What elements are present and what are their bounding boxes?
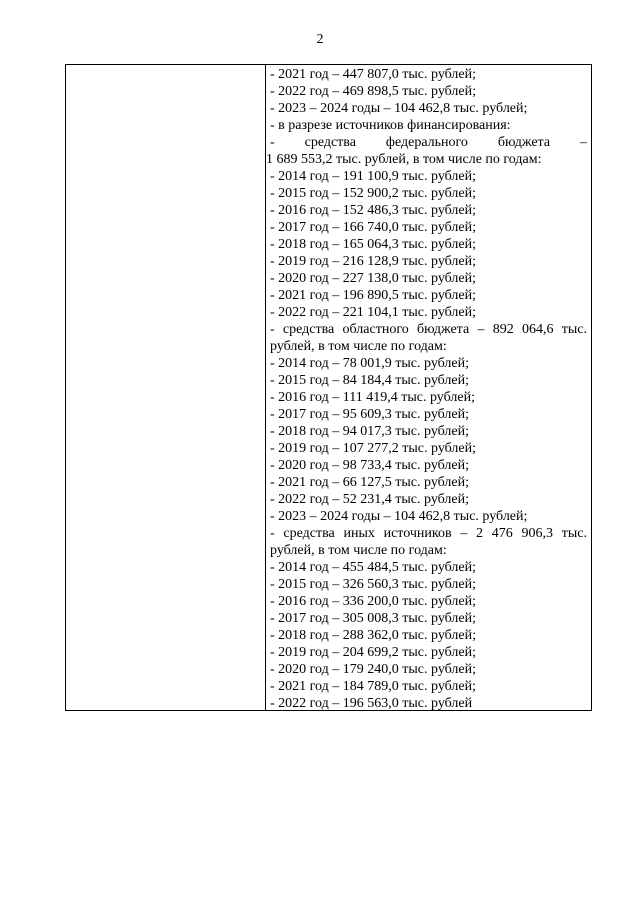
text-line: 1 689 553,2 тыс. рублей, в том числе по годам: bbox=[266, 152, 542, 167]
text-line: - 2022 год – 52 231,4 тыс. рублей; bbox=[270, 492, 470, 507]
text-line: - 2021 год – 196 890,5 тыс. рублей; bbox=[270, 288, 477, 303]
text-line: - 2021 год – 184 789,0 тыс. рублей; bbox=[270, 679, 477, 694]
text-line: - 2018 год – 288 362,0 тыс. рублей; bbox=[270, 628, 477, 643]
table-left-cell bbox=[66, 65, 266, 710]
text-line: - в разрезе источников финансирования: bbox=[270, 118, 511, 133]
text-line: - 2022 год – 196 563,0 тыс. рублей bbox=[270, 696, 473, 711]
text-line: - 2015 год – 326 560,3 тыс. рублей; bbox=[270, 577, 477, 592]
funding-table bbox=[65, 64, 592, 711]
text-line: рублей, в том числе по годам: bbox=[270, 543, 447, 558]
text-line: - 2014 год – 78 001,9 тыс. рублей; bbox=[270, 356, 470, 371]
text-line: - 2020 год – 227 138,0 тыс. рублей; bbox=[270, 271, 477, 286]
text-line: рублей, в том числе по годам: bbox=[270, 339, 447, 354]
text-line: - 2022 год – 469 898,5 тыс. рублей; bbox=[270, 84, 477, 99]
text-line: - 2015 год – 152 900,2 тыс. рублей; bbox=[270, 186, 477, 201]
text-line: - 2016 год – 111 419,4 тыс. рублей; bbox=[270, 390, 475, 405]
text-line: - 2018 год – 94 017,3 тыс. рублей; bbox=[270, 424, 470, 439]
text-line: - 2015 год – 84 184,4 тыс. рублей; bbox=[270, 373, 470, 388]
text-line: - средства иных источников – 2 476 906,3 тыс. bbox=[270, 526, 587, 541]
text-line: - 2020 год – 179 240,0 тыс. рублей; bbox=[270, 662, 477, 677]
text-line: - средства федерального бюджета – bbox=[270, 135, 587, 150]
text-line: - 2023 – 2024 годы – 104 462,8 тыс. рублей; bbox=[270, 101, 528, 116]
text-line: - 2023 – 2024 годы – 104 462,8 тыс. рублей; bbox=[270, 509, 528, 524]
text-line: - 2014 год – 455 484,5 тыс. рублей; bbox=[270, 560, 477, 575]
text-line: - 2014 год – 191 100,9 тыс. рублей; bbox=[270, 169, 477, 184]
text-line: - 2017 год – 305 008,3 тыс. рублей; bbox=[270, 611, 477, 626]
text-line: - средства областного бюджета – 892 064,6 тыс. bbox=[270, 322, 587, 337]
text-line: - 2016 год – 152 486,3 тыс. рублей; bbox=[270, 203, 477, 218]
text-line: - 2019 год – 107 277,2 тыс. рублей; bbox=[270, 441, 477, 456]
text-line: - 2021 год – 447 807,0 тыс. рублей; bbox=[270, 67, 477, 82]
text-line: - 2022 год – 221 104,1 тыс. рублей; bbox=[270, 305, 477, 320]
text-line: - 2019 год – 204 699,2 тыс. рублей; bbox=[270, 645, 477, 660]
text-line: - 2021 год – 66 127,5 тыс. рублей; bbox=[270, 475, 470, 490]
text-line: - 2020 год – 98 733,4 тыс. рублей; bbox=[270, 458, 470, 473]
text-line: - 2019 год – 216 128,9 тыс. рублей; bbox=[270, 254, 477, 269]
text-line: - 2017 год – 166 740,0 тыс. рублей; bbox=[270, 220, 477, 235]
text-line: - 2017 год – 95 609,3 тыс. рублей; bbox=[270, 407, 470, 422]
page-number: 2 bbox=[316, 32, 324, 47]
text-line: - 2016 год – 336 200,0 тыс. рублей; bbox=[270, 594, 477, 609]
text-line: - 2018 год – 165 064,3 тыс. рублей; bbox=[270, 237, 477, 252]
table-right-cell bbox=[266, 65, 591, 710]
